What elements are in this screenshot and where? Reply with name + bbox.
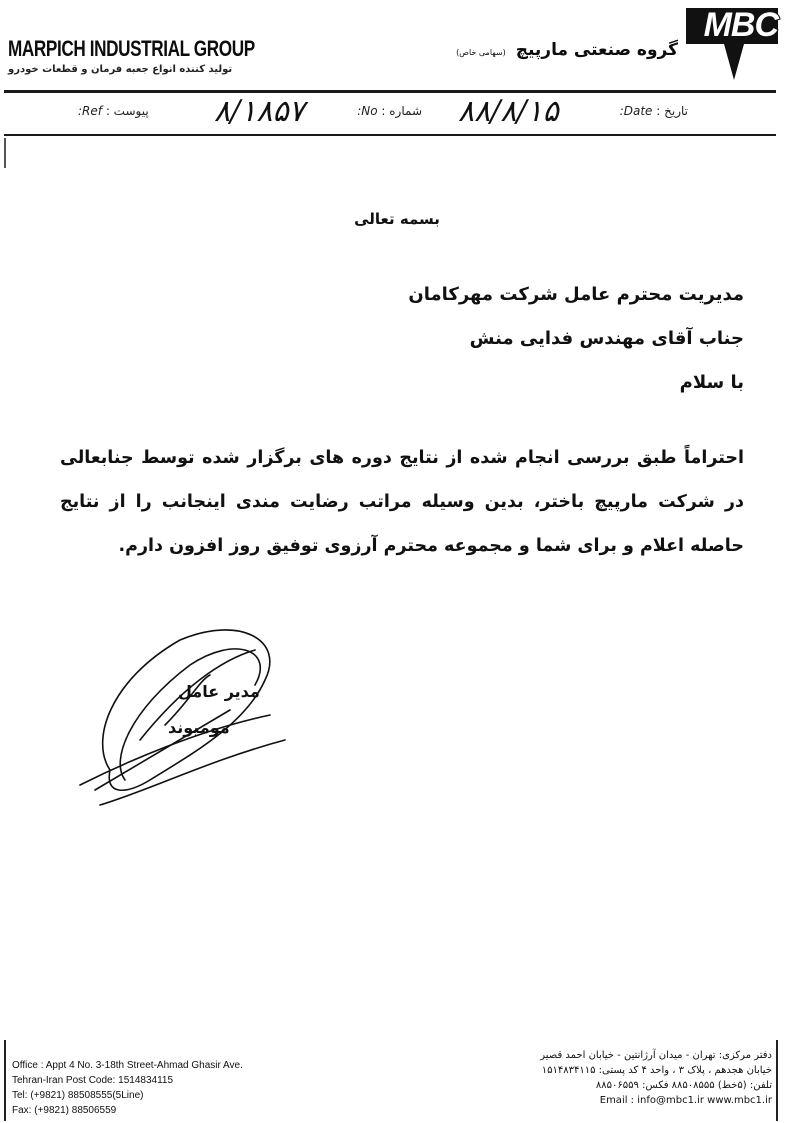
footer-fa-email: Email : info@mbc1.ir www.mbc1.ir bbox=[599, 1095, 772, 1106]
date-label-fa: تاریخ : bbox=[656, 104, 688, 118]
date-label bbox=[620, 104, 688, 118]
number-label bbox=[357, 104, 422, 118]
footer-fa-office: دفتر مرکزی: تهران - میدان آرژانتین - خیابان احمد قصیر bbox=[540, 1050, 772, 1061]
footer-fa-phone: تلفن: (۵خط) ۸۸۵۰۸۵۵۵ فکس: ۸۸۵۰۶۵۵۹ bbox=[595, 1080, 772, 1091]
footer-fa-address: خیابان هجدهم ، پلاک ۳ ، واحد ۴ کد پستی: ۱۵۱۴۸۳۴۱۱۵ bbox=[541, 1065, 772, 1076]
footer-en-office: Office : Appt 4 No. 3-18th Street-Ahmad Ghasir Ave. bbox=[12, 1060, 243, 1071]
company-name-fa bbox=[456, 40, 678, 60]
bismillah: بسمه تعالی bbox=[354, 210, 440, 228]
logo-text: MBC bbox=[703, 6, 778, 44]
footer-en bbox=[12, 1058, 243, 1118]
page-edge-mark bbox=[4, 138, 6, 168]
letter-body: احتراماً طبق بررسی انجام شده از نتایج دوره های برگزار شده توسط جنابعالی در شرکت مارپیچ باختر، بدین وسیله مراتب رضایت مندی اینجانب را از نتایج حاصله اعلام و برای شما و مجموعه محترم آرزوی توفیق روز افزون دارم. bbox=[60, 448, 744, 556]
number-label-fa: شماره : bbox=[381, 104, 422, 118]
footer-fa bbox=[540, 1048, 772, 1108]
date-value: ۸۸/۸/۱۵ bbox=[458, 94, 559, 129]
company-type: (سهامی خاص) bbox=[456, 48, 506, 57]
footer-en-tel: Tel: (+9821) 88508555(5Line) bbox=[12, 1090, 144, 1101]
company-name-fa-text: گروه صنعتی مارپیچ bbox=[515, 40, 678, 60]
attachment-label-en: Ref: bbox=[78, 104, 102, 118]
attachment-label bbox=[78, 104, 149, 118]
greeting: با سلام bbox=[679, 372, 744, 393]
meta-rule bbox=[4, 134, 776, 136]
signatory-name: مومیوند bbox=[168, 718, 230, 737]
number-label-en: No: bbox=[357, 104, 378, 118]
number-value: ۸/۱۸۵۷ bbox=[214, 94, 305, 129]
company-name-en: MARPICH INDUSTRIAL GROUP bbox=[8, 36, 255, 61]
attachment-label-fa: پیوست : bbox=[105, 104, 149, 118]
footer-en-fax: Fax: (+9821) 88506559 bbox=[12, 1105, 117, 1116]
signatory-title: مدیر عامل bbox=[178, 682, 260, 701]
date-label-en: Date: bbox=[619, 104, 653, 118]
recipient-line-1: مدیریت محترم عامل شرکت مهرکامان bbox=[408, 284, 744, 305]
recipient-line-2: جناب آقای مهندس فدایی منش bbox=[469, 328, 744, 349]
footer-en-city: Tehran-Iran Post Code: 1514834115 bbox=[12, 1075, 174, 1086]
header-rule bbox=[4, 90, 776, 93]
company-tagline: تولید کننده انواع جعبه فرمان و قطعات خودرو bbox=[8, 64, 233, 75]
